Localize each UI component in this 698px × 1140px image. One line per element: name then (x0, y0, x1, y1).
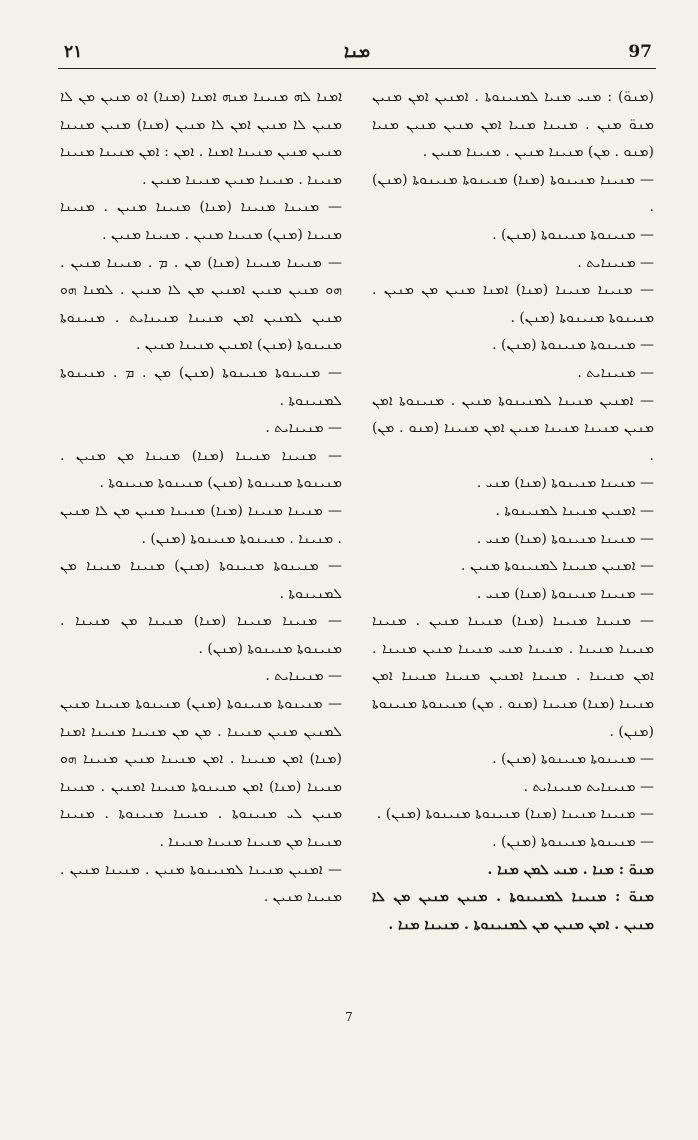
entry: — ܡܢܝܢܘܬܐ ܡܢܝܢܘܬܐ (ܡܢܢ) ܡܢܝܢܐ ܡܢܝܢܐ ܡܢ ܠܡܢܝܢܘܬܐ . (60, 558, 342, 602)
headword-entry: ܡܢܘ̈ : ܡܢܐ . ܡܢܝ ܠܡܢ ܡܢܐ . (487, 861, 654, 878)
entry: — ܡܢܝܢܐ ܡܢܝܢܐ (ܡܢܐ) ܡܢܝܢܘܬܐ ܡܢܝܢܘܬܐ (ܡܢܢ) . (376, 806, 654, 823)
entry: — ܡܢܝܢܐܝܬ ܡܢܝܢܐܝܬ . (523, 778, 654, 795)
entry: — ܡܢܝܢܐ ܡܢܝܢܐ (ܡܢܐ) ܡܢܝܢܐ ܡܢܝܢ ܡܢ ܠܐ ܡܢܝܢ . ܡܢܝܢܐ . ܡܢܝܢܘܬܐ ܡܢܝܢܘܬܐ (ܡܢܢ) . (60, 502, 342, 547)
entry: (ܡܢܘ̈) : ܡܢܝ ܡܢܝܐ ܠܡܢܝܢܘܬܐ . ܐܡܢܝܢ ܐܡܢ ܡܢܝܢ ܡܢܘ̈ ܡܢܢ . ܡܢܝܢܐ ܡܢܝܐ ܐܡܢ ܡܢܝܢ ܡܢܝܢ ܡܢܝܐ (ܡܢܘ . ܡܢ) ܡܢܝܢܐ ܡܢܝܢ . ܡܢܝܢܐ ܡܢܝܢ . (372, 89, 654, 161)
entry: — ܡܢܝܢܐ ܡܢܝܢܐ (ܡܢܐ) ܡܢ . ܡ . ܡܢܝܢܐ ܡܢܝܢ . ܗܘ ܡܢܝܢ ܡܢܝܢ ܐܡܢܝܢ ܡܢ ܠܐ ܡܢܝܢ . ܠܡܢܐ ܗܘ ܡܢܝܢ ܠܡܢܝܢ ܐܡܢ ܡܢܝܢܐ ܡܢܝܢܐܝܬ . ܡܢܝܢܘܬܐ ܡܢܝܢܘܬܐ (ܡܢܢ) ܐܡܢܝܢ ܡܢܝܢܐ ܡܢܝܢ . (60, 254, 342, 354)
right-column (372, 84, 654, 939)
entry: — ܡܢܝܢܐܝܬ . (577, 364, 654, 381)
page-header (58, 42, 656, 68)
entry: — ܡܢܝܢܐ ܡܢܝܢܘܬܐ (ܡܢܐ) ܡܢܝ . (476, 530, 654, 547)
entry: — ܡܢܝܢܐ ܡܢܝܢܘܬܐ (ܡܢܐ) ܡܢܝ . (476, 585, 654, 602)
entry: — ܡܢܝܢܐܝܬ . (577, 254, 654, 271)
entry: — ܡܢܝܢܐ ܡܢܝܢܐ (ܡܢܐ) ܡܢܝܢܐ ܡܢܝܢ . ܡܢܝܢܐ ܡܢܝܢܐ (ܡܢܢ) ܡܢܝܢܐ ܡܢܝܢ . ܡܢܝܢܐ ܡܢܝܢ . (60, 199, 342, 243)
entry: — ܐܡܢܝܢ ܡܢܝܢܐ ܠܡܢܝܢܘܬܐ ܡܢܝܢ . (461, 558, 654, 575)
entry: — ܡܢܝܢܐܝܬ . (265, 668, 342, 685)
entry: — ܐܡܢܝܢ ܡܢܝܢܐ ܠܡܢܝܢܘܬܐ ܡܢܝܢ . ܡܢܝܢܐ ܡܢܝܢ . ܡܢܝܢܐ ܡܢܝܢ . (60, 861, 342, 906)
entry: — ܡܢܝܢܐ ܡܢܝܢܘܬܐ (ܡܢܐ) ܡܢܝ . (476, 475, 654, 492)
entry: — ܐܡܢܝܢ ܡܢܝܢܐ ܠܡܢܝܢܘܬܐ ܡܢܝܢ . ܡܢܝܢܘܬܐ ܐܡܢ ܡܢܝܢ ܡܢܝܢܐ ܡܢܝܢܐ ܡܢܝܢ ܐܡܢ ܡܢܝܢܐ (ܡܢܘ . ܡܢ) . (372, 392, 654, 464)
signature-mark: 7 (345, 1010, 353, 1024)
entry: — ܡܢܝܢܘܬܐ ܡܢܝܢܘܬܐ (ܡܢܢ) . (492, 834, 654, 851)
entry: — ܡܢܝܢܘܬܐ ܡܢܝܢܘܬܐ (ܡܢܢ) . (492, 751, 654, 768)
entry: — ܡܢܝܢܘܬܐ ܡܢܝܢܘܬܐ (ܡܢܢ) ܡܢܝܢܘܬܐ ܡܢܝܢܐ ܡܢܝܢ ܠܡܢܝܢ ܡܢܝܢ ܡܢܝܢܐ . ܡܢ ܡܢ ܡܢܝܢܐ ܡܢܝܢܐ ܐܡܢܐ (ܡܢܐ) ܐܡܢ ܡܢܝܢܐ . ܐܡܢ ܡܢܝܢܐ ܡܢܝܢ ܡܢܝܢܐ ܗܘ ܡܢܝܢܐ (ܡܢܐ) ܐܡܢ ܡܢܝܢܘܬܐ ܡܢܝܢܐ ܐܡܢܝܢ . ܡܢܝܢܐ ܡܢܝܢ ܠܝ ܡܢܝܢܘܬܐ . ܡܢܝܢܐ ܡܢܝܢܘܬܐ . ܡܢܝܢܐ ܡܢܝܢܐ ܡܢ ܡܢܝܢܐ ܡܢܝܢܐ ܡܢܝܢܐ . (60, 696, 342, 851)
entry: — ܡܢܝܢܐ ܡܢܝܢܐ (ܡܢܐ) ܡܢܝܢܐ ܡܢ ܡܢܝܢܐ . ܡܢܝܢܘܬܐ ܡܢܝܢܘܬܐ (ܡܢܢ) . (60, 613, 342, 657)
entry: — ܡܢܝܢܐ ܡܢܝܢܐ (ܡܢܐ) ܐܡܢܐ ܡܢܝܢ ܡܢ ܡܢܝܢ . ܡܢܝܢܘܬܐ ܡܢܝܢܘܬܐ (ܡܢܢ) . (372, 282, 654, 326)
entry: — ܡܢܝܢܘܬܐ ܡܢܝܢܘܬܐ (ܡܢܢ) ܡܢ . ܡ . ܡܢܝܢܘܬܐ ܠܡܢܝܢܘܬܐ . (60, 364, 342, 409)
syriac-page-number: ٢١ (64, 42, 83, 62)
running-head: ܡܢܐ (343, 42, 371, 62)
header-rule (58, 68, 656, 69)
entry: — ܡܢܝܢܘܬܐ ܡܢܝܢܘܬܐ (ܡܢܢ) . (492, 337, 654, 354)
headword-entry: ܡܢܘ̈ : ܡܢܝܢܐ ܠܡܢܝܢܘܬܐ . ܡܢܝܢ ܡܢܝܢ ܡܢ ܠܐ ܡܢܝܢ . ܐܡܢ ܡܢܝܢ ܡܢ ܠܡܢܝܢܘܬܐ . ܡܢܝܢܐ ܡܢܐ . (372, 889, 654, 933)
entry: — ܐܡܢܝܢ ܡܢܝܢܐ ܠܡܢܝܢܘܬܐ . (495, 502, 654, 519)
left-column (60, 84, 342, 912)
entry: — ܡܢܝܢܘܬܐ ܡܢܝܢܘܬܐ (ܡܢܢ) . (492, 226, 654, 243)
entry: — ܡܢܝܢܐ ܡܢܝܢܐ (ܡܢܐ) ܡܢܝܢܐ ܡܢܝܢ . ܡܢܝܢܐ ܡܢܝܢܐ ܡܢܝܢܐ . ܡܢܝܢܐ ܡܢܝ ܡܢܝܢܐ ܡܢܝܢ ܡܢܝܢܐ . ܐܡܢ ܡܢܝܢܐ . ܡܢܝܢܐ ܐܡܢܝܢ ܡܢܝܢܐ ܡܢܝܢܐ ܐܡܢ ܡܢܝܢܐ (ܡܢܐ) ܡܢܝܢܐ (ܡܢܘ . ܡܢ) ܡܢܝܢܘܬܐ ܡܢܝܢܘܬܐ (ܡܢܢ) . (372, 613, 654, 740)
entry: — ܡܢܝܢܐܝܬ . (265, 420, 342, 437)
entry: ܐܡܢܐ ܠܗ ܡܢܝܢܐ ܡܢܗ ܐܡܢܐ (ܡܢܐ) ܐܘ ܡܢܝܢ ܡܢ ܠܐ ܡܢܝܢ ܠܐ ܡܢܝܢ ܐܡܢ ܠܐ ܡܢܝܢ (ܡܢܐ) ܡܢܝܢ ܡܢܝܢܐ ܡܢܝܢ ܡܢܝܢ ܡܢܝܢܐ ܐܡܢܐ . ܐܡܢ : ܐܡܢ ܡܢܝܢܐ ܡܢܝܢܐ ܡܢܝܢܐ . ܡܢܝܢܐ ܡܢܝܢ ܡܢܝܢܐ ܡܢܝܢ . (60, 89, 342, 188)
entry: — ܡܢܝܢܐ ܡܢܝܢܘܬܐ (ܡܢܐ) ܡܢܝܢܘܬܐ ܡܢܝܢܘܬܐ (ܡܢܢ) . (372, 171, 654, 216)
page-number: 97 (628, 42, 652, 62)
entry: — ܡܢܝܢܐ ܡܢܝܢܐ (ܡܢܐ) ܡܢܝܢܐ ܡܢ ܡܢܝܢ . ܡܢܝܢܘܬܐ ܡܢܝܢܘܬܐ (ܡܢܢ) ܡܢܝܢܘܬܐ ܡܢܝܢܘܬܐ . (60, 447, 342, 492)
